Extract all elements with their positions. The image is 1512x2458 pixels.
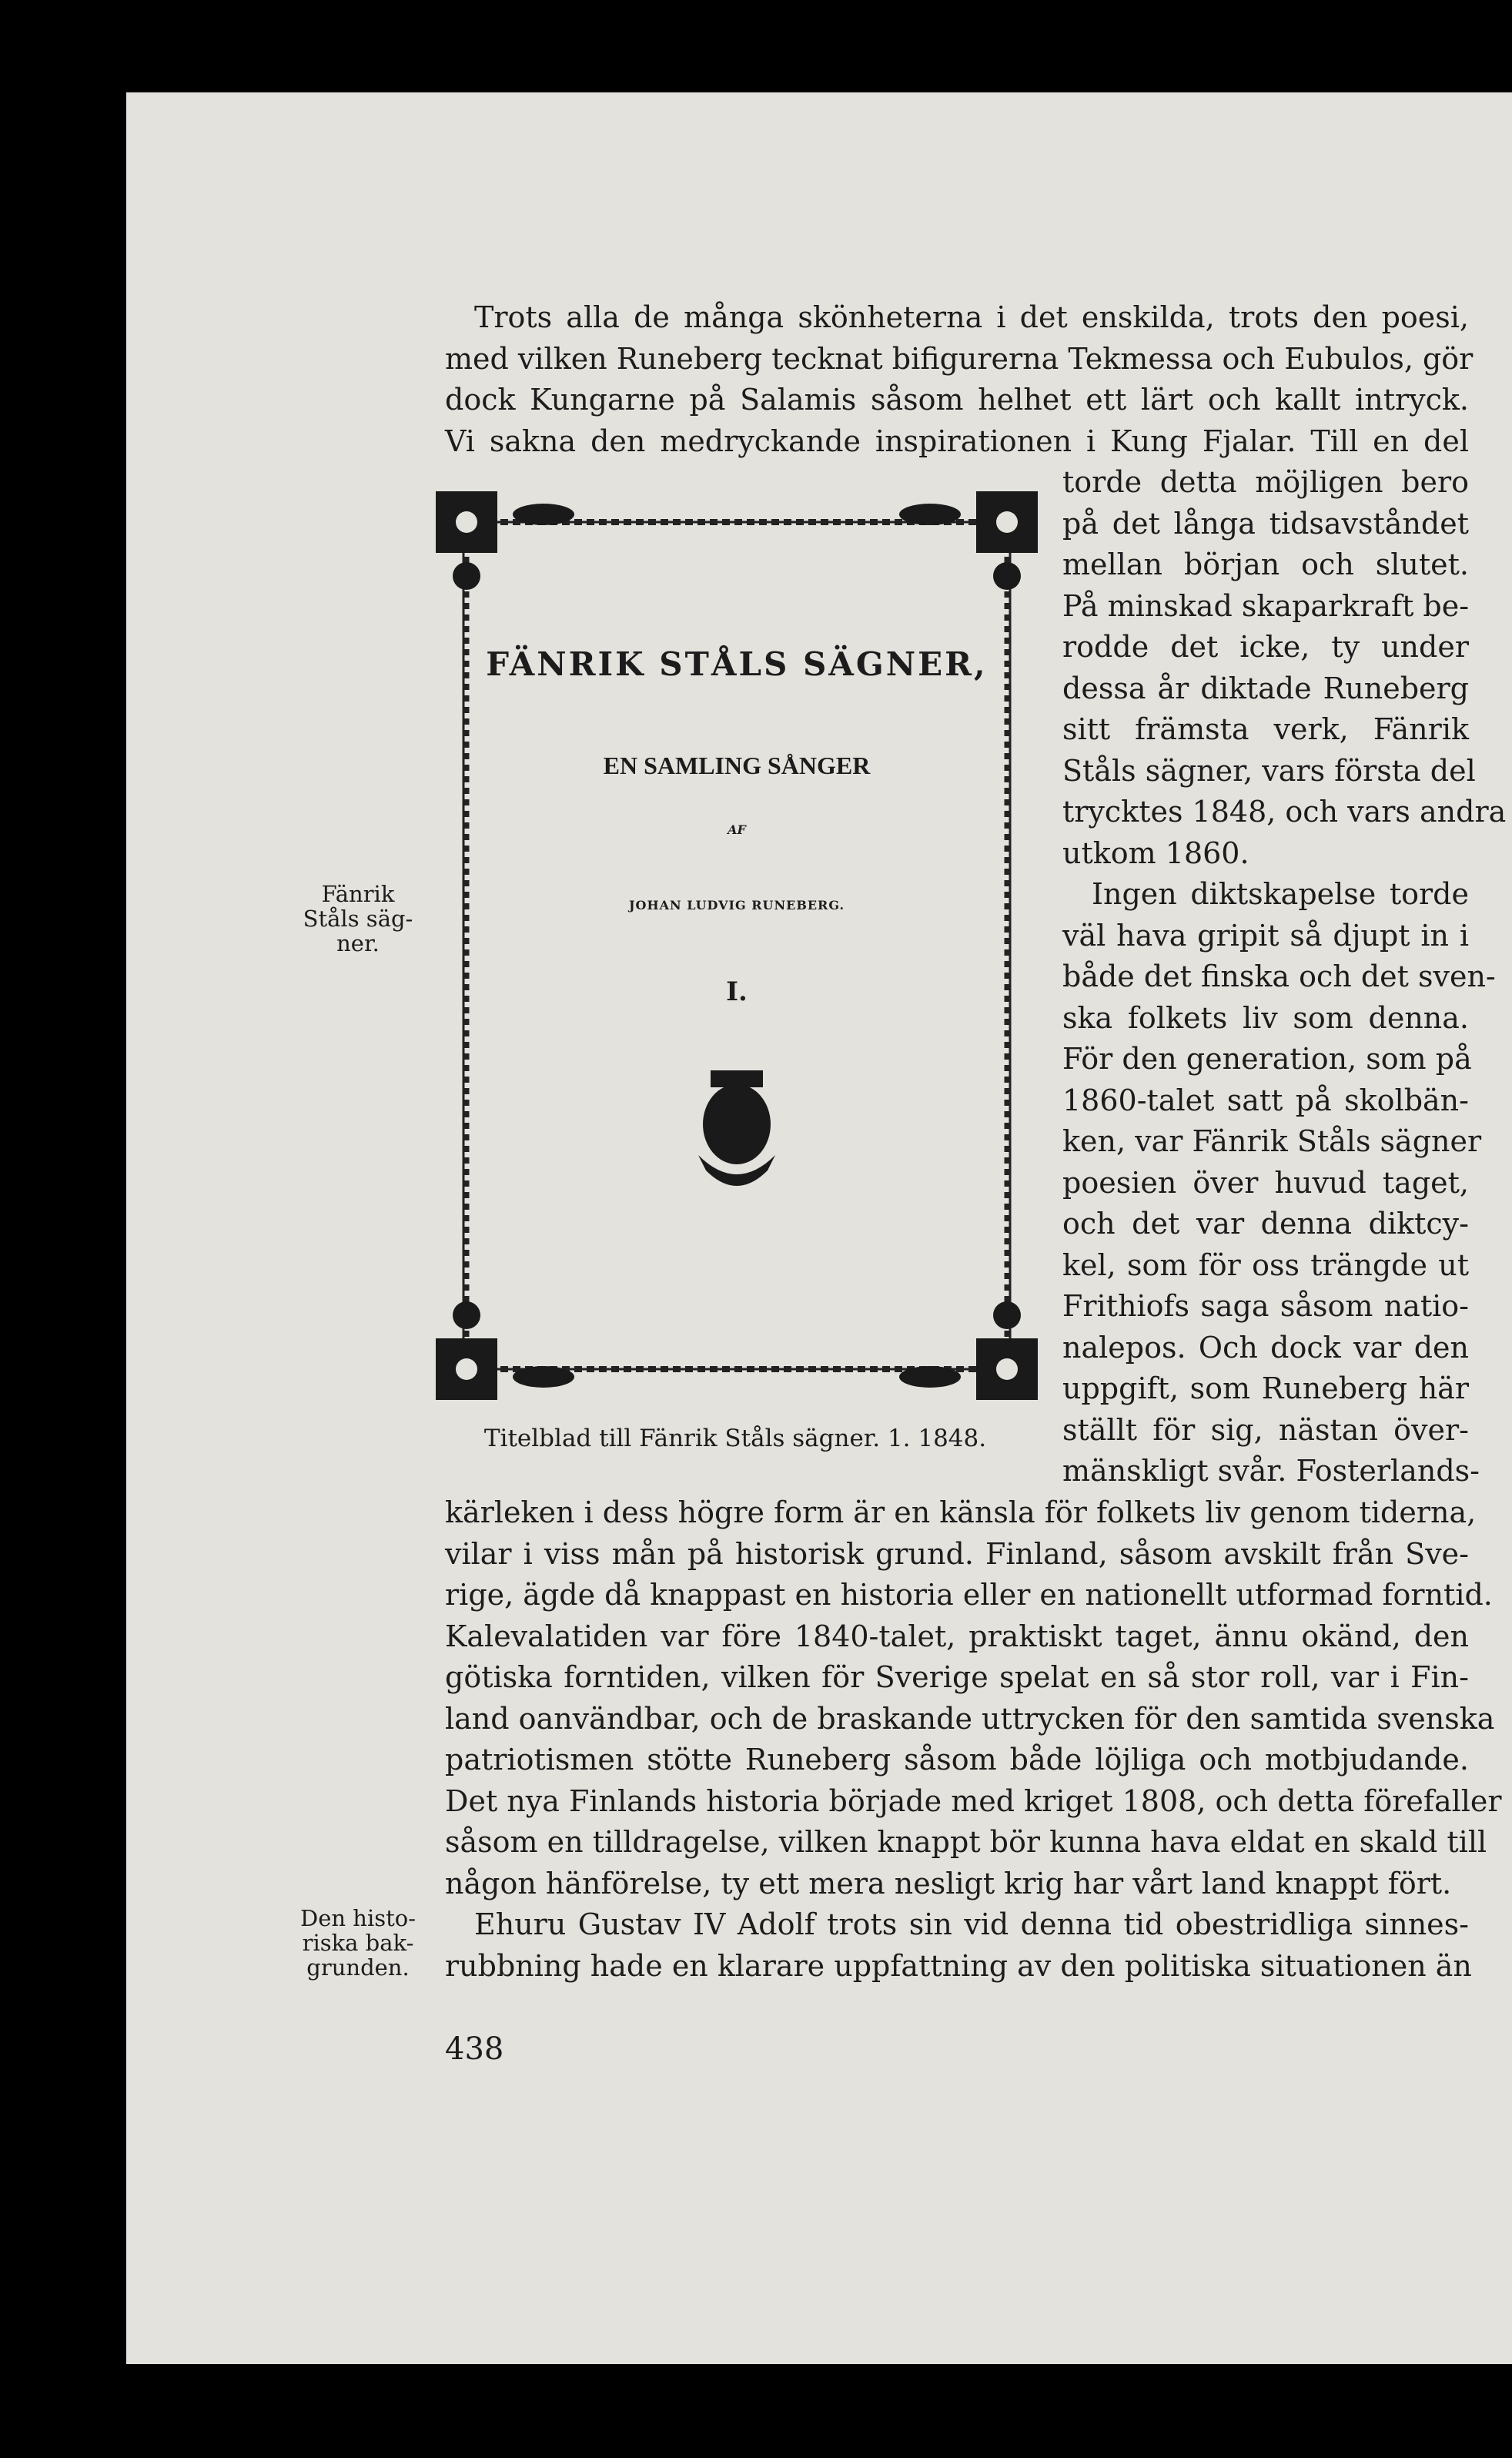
text-line: Det nya Finlands historia började med kriget 1808, och detta förefaller [445,1783,1502,1818]
text-line: Ingen diktskapelse torde [1092,877,1469,911]
figure-volume: I. [726,976,748,1007]
text-line: och det var denna diktcy- [1062,1207,1469,1241]
text-line: Vi sakna den medryckande inspirationen i Kung Fjalar. Till en del [445,424,1469,458]
text-line: ska folkets liv som denna. [1062,1000,1469,1035]
text-line: torde detta möjligen bero [1062,465,1469,499]
text-line: sitt främsta verk, Fänrik [1062,712,1469,746]
text-line: mänskligt svår. Fosterlands- [1062,1454,1480,1488]
text-line: trycktes 1848, och vars andra [1062,795,1507,829]
text-line: mellan början och slutet. [1062,548,1469,581]
text-line: På minskad skaparkraft be- [1062,588,1470,623]
text-line: rige, ägde då knappast en historia eller en nationellt utformad forntid. [445,1578,1493,1612]
text-line: dock Kungarne på Salamis såsom helhet ett lärt och kallt intryck. [445,383,1469,417]
figure-title: FÄNRIK STÅLS SÄGNER, [486,645,988,683]
text-line: Ehuru Gustav IV Adolf trots sin vid denna tid obestridliga sinnes- [474,1907,1469,1941]
text-line: patriotismen stötte Runeberg såsom både löjliga och motbjudande. [445,1743,1469,1777]
text-line: ställt för sig, nästan över- [1062,1412,1469,1447]
figure-author: JOHAN LUDVIG RUNEBERG. [628,898,845,913]
text-line: rubbning hade en klarare uppfattning av den politiska situationen än [445,1948,1472,1983]
text-line: dessa år diktade Runeberg [1062,671,1469,705]
page-number: 438 [445,2031,504,2067]
text-line: utkom 1860. [1062,836,1249,870]
text-line: kärleken i dess högre form är en känsla för folkets liv genom tiderna, [445,1495,1477,1529]
text-line: på det långa tidsavståndet [1062,506,1469,541]
text-line: götiska forntiden, vilken för Sverige spelat en så stor roll, var i Fin- [445,1660,1469,1694]
text-line: kel, som för oss trängde ut [1062,1247,1469,1282]
figure-subtitle: EN SAMLING SÅNGER [603,752,871,779]
text-line: med vilken Runeberg tecknat bifigurerna Tekmessa och Eubulos, gör [445,341,1474,376]
text-line: både det finska och det sven- [1062,959,1496,993]
text-line: ken, var Fänrik Ståls sägner [1062,1124,1482,1158]
emblem-icon [698,1070,775,1186]
text-line: vilar i viss mån på historisk grund. Finland, såsom avskilt från Sve- [445,1536,1469,1571]
text-line: Trots alla de många skönheterna i det enskilda, trots den poesi, [474,300,1469,334]
text-line: Ståls sägner, vars första del [1062,753,1476,788]
figure-caption: Titelblad till Fänrik Ståls sägner. 1. 1848. [483,1425,987,1452]
text-line: poesien över huvud taget, [1062,1165,1469,1200]
text-line: 1860-talet satt på skolbän- [1062,1083,1469,1117]
text-line: rodde det icke, ty under [1062,630,1469,664]
text-line: För den generation, som på [1062,1042,1472,1076]
text-line: uppgift, som Runeberg här [1062,1371,1469,1405]
text-line: Frithiofs saga såsom natio- [1062,1289,1469,1323]
text-line: såsom en tilldragelse, vilken knappt bör kunna hava eldat en skald till [445,1825,1487,1859]
ornamental-border [436,484,1038,1408]
figure-af: AF [728,822,746,837]
text-line: Kalevalatiden var före 1840-talet, praktiskt taget, ännu okänd, den [445,1619,1469,1653]
text-line: nalepos. Och dock var den [1062,1330,1469,1365]
text-line: land oanvändbar, och de braskande uttrycken för den samtida svenska [445,1701,1495,1736]
title-page-illustration [436,484,1038,1408]
text-line: väl hava gripit så djupt in i [1062,918,1469,953]
text-line: någon hänförelse, ty ett mera nesligt krig har vårt land knappt fört. [445,1866,1452,1900]
margin-note-historisk: Den histo- riska bak- grunden. [299,1905,416,1981]
margin-note-fanrik: Fänrik Ståls säg- ner. [303,881,413,956]
